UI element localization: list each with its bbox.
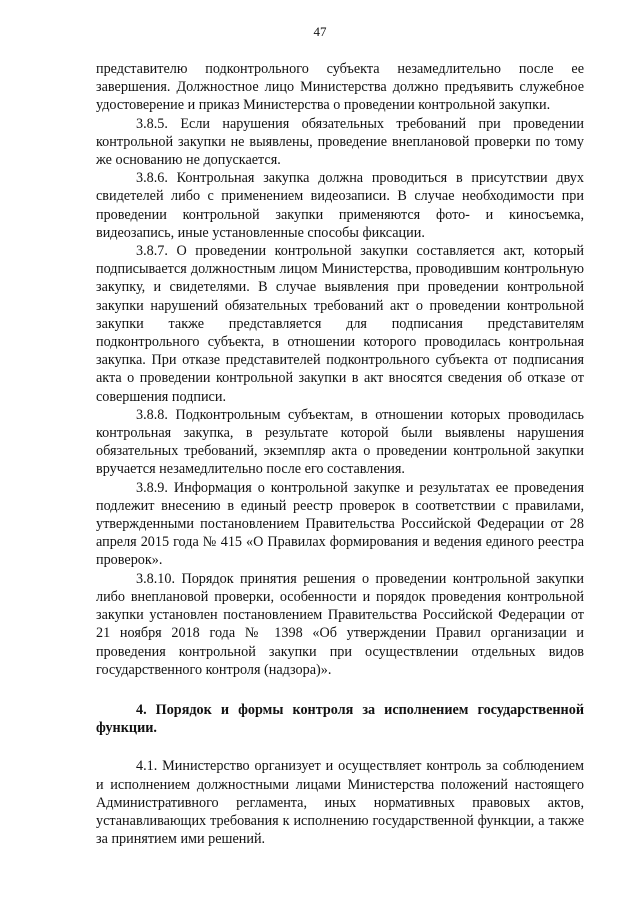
paragraph-3-8-9: 3.8.9. Информация о контрольной закупке и результатах ее проведения подлежит внесению в единый реестр проверок в соответствии с правилами, утвержденными постановлением Правительства Российской Федерации от 28 апреля 2015 года № 415 «О Правилах формирования и ведения единого реестра проверок». xyxy=(96,479,584,569)
paragraph-3-8-10: 3.8.10. Порядок принятия решения о проведении контрольной закупки либо внеплановой проверки, особенности и порядок проведения контрольной закупки установлен постановлением Правительства Российской Федерации от 21 ноября 2018 года № 1398 «Об утверждении Правил организации и проведения контрольной закупки при осуществлении отдельных видов государственного контроля (надзора)». xyxy=(96,570,584,678)
paragraph-3-8-8: 3.8.8. Подконтрольным субъектам, в отношении которых проводилась контрольная закупка, в результате которой были выявлены нарушения обязательных требований, экземпляр акта о проведении контрольной закупки вручается незамедлительно после его составления. xyxy=(96,406,584,478)
paragraph-4-1: 4.1. Министерство организует и осуществляет контроль за соблюдением и исполнением должностными лицами Министерства положений настоящего Административного регламента, иных нормативных правовых актов, устанавливающих требования к исполнению государственной функции, а также за принятием ими решений. xyxy=(96,758,584,848)
paragraph-3-8-6: 3.8.6. Контрольная закупка должна проводиться в присутствии двух свидетелей либо с применением видеозаписи. В случае необходимости при проведении контрольной закупки применяются фото- и киносъемка, видеозапись, иные установленные способы фиксации. xyxy=(96,170,584,241)
paragraph-3-8-7: 3.8.7. О проведении контрольной закупки составляется акт, который подписывается должностным лицом Министерства, проводившим контрольную закупку, и свидетелями. В случае выявления при проведении контрольной закупки нарушений обязательных требований акт о проведении контрольной закупки также представляется для подписания представителям подконтрольного субъекта, в отношении которого проводилась контрольная закупка. При отказе представителей подконтрольного субъекта от подписания акта о проведении контрольной закупки в акт вносятся сведения об отказе от совершения подписи. xyxy=(96,243,584,405)
page-body xyxy=(96,60,584,848)
section-4-heading: 4. Порядок и формы контроля за исполнением государственной функции. xyxy=(96,701,584,737)
paragraph-continuation: представителю подконтрольного субъекта незамедлительно после ее завершения. Должностное лицо Министерства должно предъявить служебное удостоверение и приказ Министерства о проведении контрольной закупки. xyxy=(96,61,584,114)
paragraph-3-8-5: 3.8.5. Если нарушения обязательных требований при проведении контрольной закупки не выявлены, проведение внеплановой проверки по тому же основанию не допускается. xyxy=(96,115,584,169)
page-number: 47 xyxy=(313,24,327,39)
